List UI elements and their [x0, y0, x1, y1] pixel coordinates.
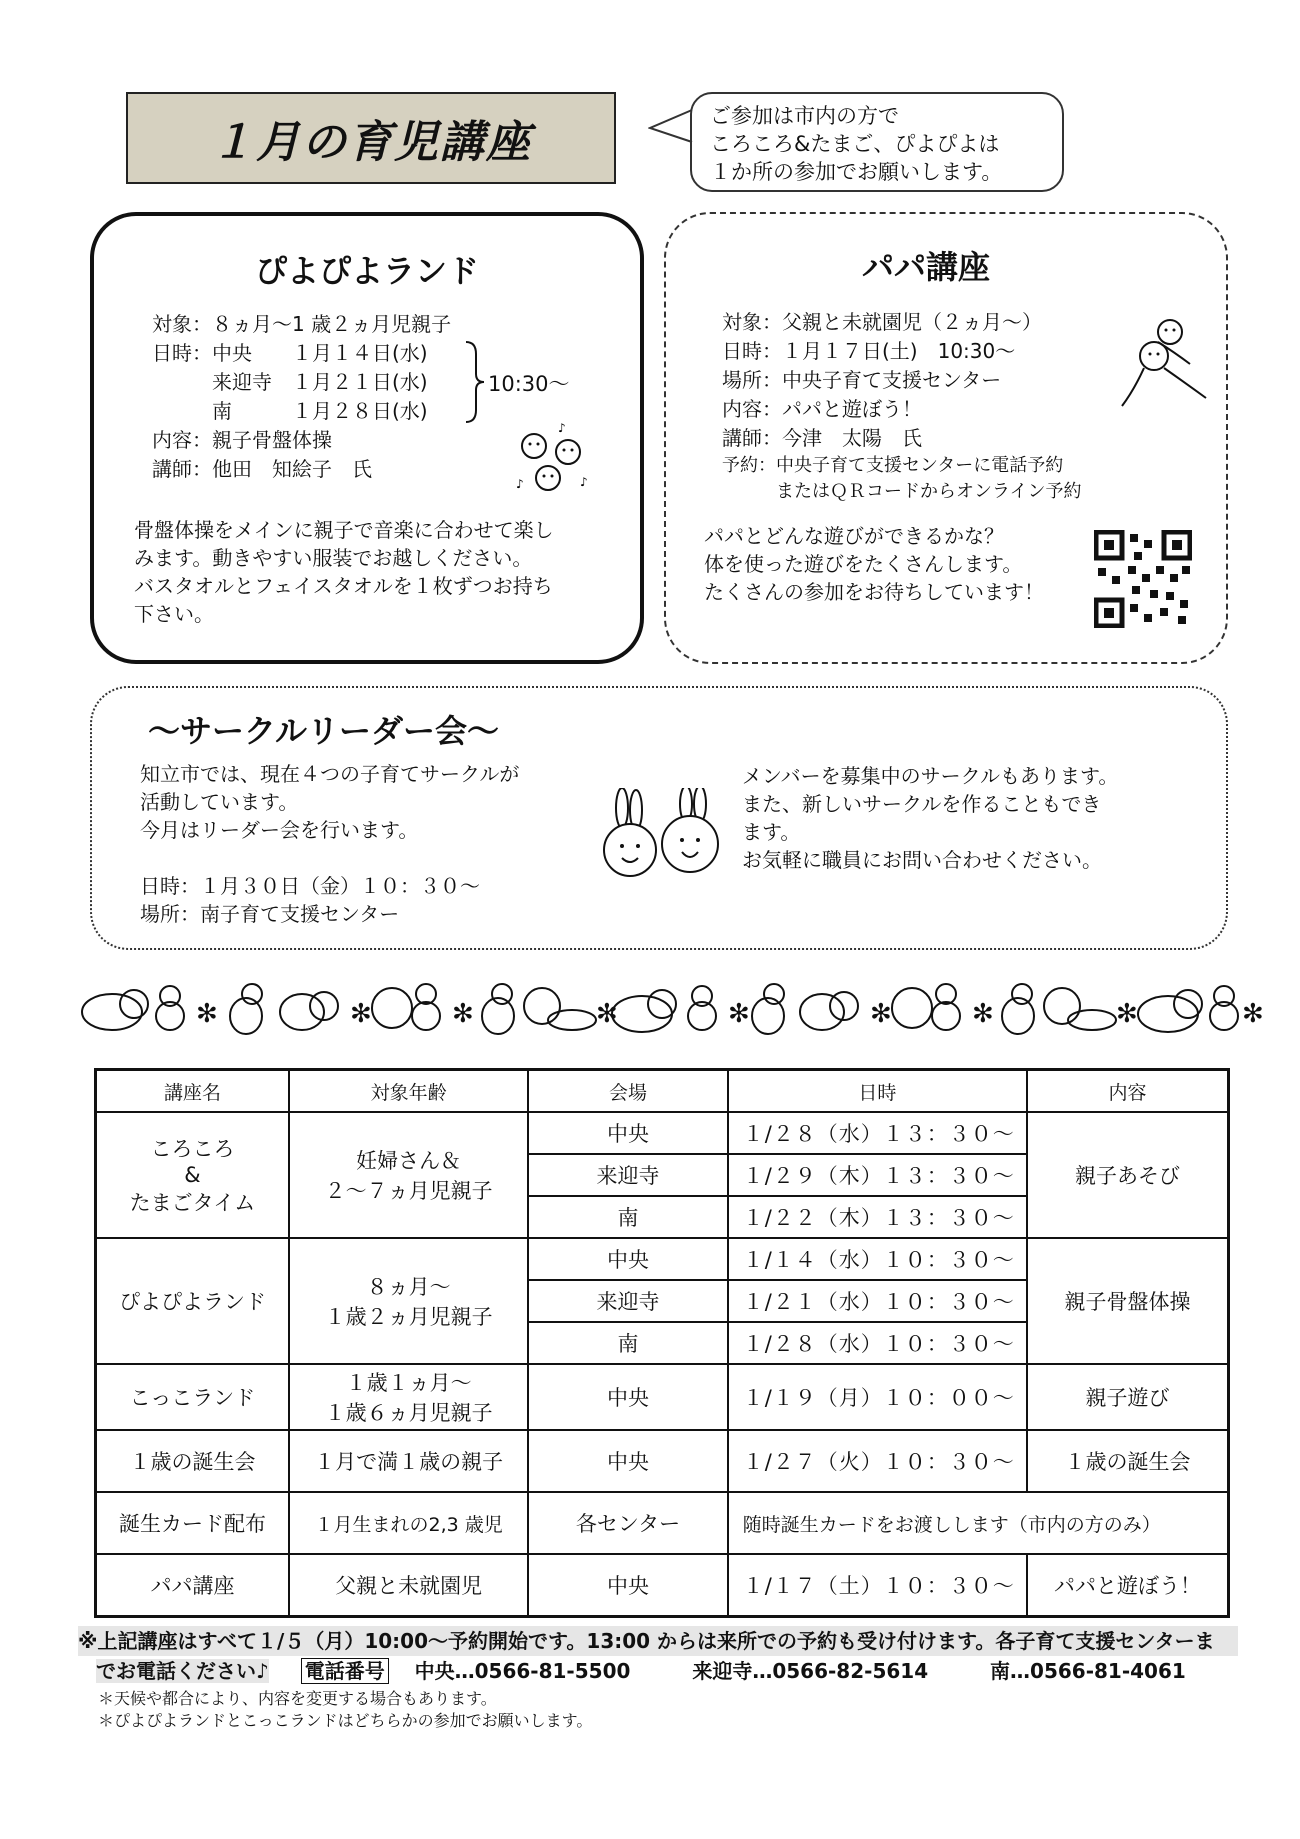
piyopiyo-desc: みます。動きやすい服装でお越しください。 [134, 546, 533, 570]
footnote: ＊天候や都合により、内容を変更する場合もあります。 [98, 1689, 497, 1708]
age-cell: １月で満１歳の親子 [289, 1430, 528, 1492]
course-name: たまごタイム [129, 1191, 256, 1215]
svg-text:♪: ♪ [558, 422, 566, 435]
table-header: 内容 [1027, 1070, 1229, 1113]
phone-number: 来迎寺…0566-82-5614 [692, 1659, 929, 1683]
table-header: 日時 [728, 1070, 1027, 1113]
table-row [96, 1364, 1229, 1430]
circle-right-line: お気軽に職員にお問い合わせください。 [742, 848, 1102, 872]
circle-right-line: また、新しいサークルを作ることもでき [742, 792, 1102, 816]
table-row [96, 1430, 1229, 1492]
note-line: ころころ&たまご、ぴよぴよは [710, 132, 1000, 156]
svg-text:♪: ♪ [580, 475, 588, 489]
svg-text:✻: ✻ [196, 999, 218, 1029]
circle-left-line: 今月はリーダー会を行います。 [140, 818, 419, 842]
content-cell: 親子骨盤体操 [1027, 1238, 1229, 1364]
date-cell: １/１９（月）１０：００～ [728, 1364, 1027, 1430]
venue-cell: 中央 [528, 1554, 727, 1616]
brace-icon [464, 340, 486, 424]
circle-where: 場所：南子育て支援センター [140, 902, 400, 926]
table-row [96, 1492, 1229, 1554]
course-name-cell: １歳の誕生会 [96, 1430, 289, 1492]
svg-text:✻: ✻ [350, 999, 372, 1029]
phone-number: 南…0566-81-4061 [990, 1659, 1186, 1683]
papa-with-child-icon [1114, 312, 1210, 414]
piyopiyo-line: 来迎寺 １月２１日(水) [152, 370, 428, 394]
table-header: 講座名 [96, 1070, 289, 1113]
circle-left-line: 知立市では、現在４つの子育てサークルが [140, 762, 520, 786]
piyopiyo-line: 日時：中央 １月１４日(水) [152, 341, 428, 365]
reservation-note: ※上記講座はすべて１/５（月）10:00～予約開始です。13:00 からは来所での予約も受け付けます。各子育て支援センターま [78, 1626, 1238, 1656]
table-row [96, 1554, 1229, 1616]
course-name-cell [96, 1112, 289, 1238]
content-cell: １歳の誕生会 [1027, 1430, 1229, 1492]
piyopiyo-desc: 下さい。 [134, 602, 214, 626]
venue-cell: 南 [528, 1322, 727, 1364]
papa-line: 内容：パパと遊ぼう！ [722, 397, 922, 421]
content-cell: 親子遊び [1027, 1364, 1229, 1430]
circle-when: 日時：１月３０日（金）１０：３０～ [140, 874, 480, 898]
venue-cell: 来迎寺 [528, 1154, 727, 1196]
papa-heading: パパ講座 [861, 248, 990, 286]
piyopiyo-line: 対象：８ヵ月～1 歳２ヵ月児親子 [152, 312, 452, 336]
age-text: １歳６ヵ月児親子 [324, 1401, 493, 1425]
table-header: 対象年齢 [289, 1070, 528, 1113]
circle-right-line: メンバーを募集中のサークルもあります。 [742, 764, 1119, 788]
age-cell: １月生まれの2,3 歳児 [289, 1492, 528, 1554]
circle-right-line: ます。 [742, 820, 801, 844]
page-title-box [126, 92, 616, 184]
age-text: ８ヵ月～ [366, 1275, 451, 1299]
phone-line [96, 1656, 1246, 1686]
piyopiyo-card [90, 212, 644, 664]
piyopiyo-desc: バスタオルとフェイスタオルを１枚ずつお持ち [134, 574, 553, 598]
age-cell [289, 1112, 528, 1238]
table-row [96, 1112, 1229, 1154]
participation-note [690, 92, 1064, 192]
papa-desc: たくさんの参加をお待ちしています！ [704, 580, 1044, 604]
venue-cell: 中央 [528, 1112, 727, 1154]
papa-line: 予約：中央子育て支援センターに電話予約 [722, 455, 1064, 476]
piyopiyo-line: 内容：親子骨盤体操 [152, 428, 332, 452]
venue-cell: 中央 [528, 1364, 727, 1430]
rabbits-icon [592, 788, 724, 894]
age-cell: 父親と未就園児 [289, 1554, 528, 1616]
phone-number: 中央…0566-81-5500 [414, 1659, 631, 1683]
singing-babies-icon [512, 422, 592, 498]
papa-line: 日時：１月１７日(土) 10:30～ [722, 339, 1016, 363]
course-name: & [184, 1163, 201, 1187]
qr-code-icon[interactable] [1094, 530, 1192, 628]
course-name: ころころ [150, 1137, 235, 1161]
piyopiyo-desc: 骨盤体操をメインに親子で音楽に合わせて楽し [134, 518, 554, 542]
svg-text:✻: ✻ [452, 999, 474, 1029]
reservation-note-cont: でお電話ください♪ [96, 1659, 269, 1683]
age-text: １歳２ヵ月児親子 [324, 1305, 493, 1329]
venue-cell: 中央 [528, 1430, 727, 1492]
page-title: １月の育児講座 [210, 117, 532, 168]
date-cell: １/１７（土）１０：３０～ [728, 1554, 1027, 1616]
age-cell [289, 1238, 528, 1364]
date-cell: １/２８（水）１０：３０～ [728, 1322, 1027, 1364]
papa-desc: パパとどんな遊びができるかな？ [704, 524, 1004, 548]
date-cell: １/２１（水）１０：３０～ [728, 1280, 1027, 1322]
bubble-tail-icon [648, 108, 694, 148]
piyopiyo-line: 講師：他田 知絵子 氏 [152, 457, 372, 481]
content-cell: パパと遊ぼう！ [1027, 1554, 1229, 1616]
age-cell [289, 1364, 528, 1430]
piyopiyo-line: 南 １月２８日(水) [152, 399, 428, 423]
date-cell: １/２８（水）１３：３０～ [728, 1112, 1027, 1154]
age-text: １歳１ヵ月～ [345, 1371, 472, 1395]
svg-text:✻: ✻ [972, 999, 994, 1029]
papa-card [664, 212, 1228, 664]
papa-desc: 体を使った遊びをたくさんします。 [704, 552, 1023, 576]
svg-text:✻: ✻ [870, 999, 892, 1029]
papa-line: 対象：父親と未就園児（２ヵ月～） [722, 310, 1042, 334]
date-cell: １/１４（水）１０：３０～ [728, 1238, 1027, 1280]
piyopiyo-heading: ぴよぴよランド [254, 252, 479, 290]
schedule-table [94, 1068, 1230, 1618]
papa-line: 講師：今津 太陽 氏 [722, 426, 922, 450]
phone-label: 電話番号 [301, 1658, 389, 1684]
course-name-cell: 誕生カード配布 [96, 1492, 289, 1554]
age-text: ２～７ヵ月児親子 [324, 1179, 493, 1203]
piyopiyo-time: 10:30～ [488, 372, 570, 396]
svg-text:✻: ✻ [1116, 999, 1138, 1029]
venue-cell: 各センター [528, 1492, 727, 1554]
table-header-row [96, 1070, 1229, 1113]
decorative-border-icon [72, 976, 1268, 1040]
circle-leader-card [90, 686, 1228, 950]
note-line: ご参加は市内の方で [710, 104, 899, 128]
svg-text:✻: ✻ [1242, 999, 1264, 1029]
content-cell: 親子あそび [1027, 1112, 1229, 1238]
circle-left-line: 活動しています。 [140, 790, 299, 814]
date-cell: １/２２（木）１３：３０～ [728, 1196, 1027, 1238]
course-name-cell: パパ講座 [96, 1554, 289, 1616]
table-header: 会場 [528, 1070, 727, 1113]
papa-line: 場所：中央子育て支援センター [722, 368, 1002, 392]
note-cell: 随時誕生カードをお渡しします（市内の方のみ） [728, 1492, 1229, 1554]
circle-heading: ～サークルリーダー会～ [148, 712, 500, 750]
date-cell: １/２７（火）１０：３０～ [728, 1430, 1027, 1492]
footnotes [98, 1688, 592, 1732]
svg-text:♪: ♪ [516, 477, 524, 491]
footnote: ＊ぴよぴよランドとこっこランドはどちらかの参加でお願いします。 [98, 1711, 593, 1730]
svg-text:✻: ✻ [596, 999, 618, 1029]
venue-cell: 南 [528, 1196, 727, 1238]
papa-line: またはＱＲコードからオンライン予約 [722, 481, 1082, 502]
table-row [96, 1238, 1229, 1280]
age-text: 妊婦さん＆ [356, 1149, 462, 1173]
note-line: １か所の参加でお願いします。 [710, 160, 1003, 184]
venue-cell: 中央 [528, 1238, 727, 1280]
course-name-cell: ぴよぴよランド [96, 1238, 289, 1364]
venue-cell: 来迎寺 [528, 1280, 727, 1322]
svg-text:✻: ✻ [728, 999, 750, 1029]
date-cell: １/２９（木）１３：３０～ [728, 1154, 1027, 1196]
course-name-cell: こっこランド [96, 1364, 289, 1430]
